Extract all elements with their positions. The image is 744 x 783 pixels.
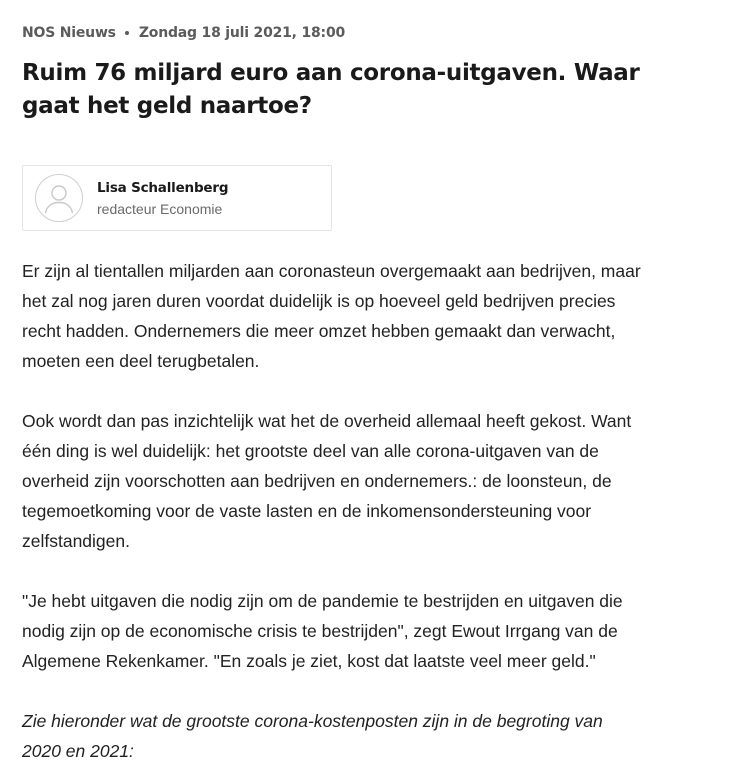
italic-intro-paragraph — [22, 706, 682, 766]
separator-dot-icon — [125, 31, 129, 35]
text-line: 2020 en 2021: — [22, 741, 134, 761]
paragraph — [22, 406, 682, 556]
text-line: Er zijn al tientallen miljarden aan coronasteun overgemaakt aan bedrijven, maar — [22, 261, 641, 281]
text-line: Algemene Rekenkamer. "En zoals je ziet, kost dat laatste veel meer geld." — [22, 651, 596, 671]
article-headline — [22, 57, 682, 123]
text-line: zelfstandigen. — [22, 531, 130, 551]
text-line: tegemoetkoming voor de vaste lasten en de inkomensondersteuning voor — [22, 501, 592, 521]
publish-date: Zondag 18 juli 2021, 18:00 — [138, 25, 346, 41]
text-line: het zal nog jaren duren voordat duidelijk is op hoeveel geld bedrijven precies — [22, 291, 616, 311]
article-body — [22, 256, 682, 766]
quote-paragraph — [22, 586, 682, 676]
text-line: overheid zijn voorschotten aan bedrijven en ondernemers.: de loonsteun, de — [22, 471, 612, 491]
text-line: "Je hebt uitgaven die nodig zijn om de pandemie te bestrijden en uitgaven die — [22, 591, 623, 611]
author-card[interactable] — [22, 165, 332, 231]
text-line: Zie hieronder wat de grootste corona-kostenposten zijn in de begroting van — [22, 711, 603, 731]
text-line: Ook wordt dan pas inzichtelijk wat het de overheid allemaal heeft gekost. Want — [22, 411, 632, 431]
paragraph — [22, 256, 682, 376]
text-line: moeten een deel terugbetalen. — [22, 351, 260, 371]
text-line: nodig zijn op de economische crisis te bestrijden", zegt Ewout Irrgang van de — [22, 621, 618, 641]
source-label[interactable]: NOS Nieuws — [22, 25, 116, 41]
text-line: één ding is wel duidelijk: het grootste deel van alle corona-uitgaven van de — [22, 441, 599, 461]
article-meta — [22, 23, 345, 43]
author-role: redacteur Economie — [97, 201, 223, 217]
headline-line: Ruim 76 miljard euro aan corona-uitgaven. Waar — [22, 60, 640, 86]
headline-line: gaat het geld naartoe? — [22, 93, 312, 119]
author-name[interactable]: Lisa Schallenberg — [97, 180, 229, 196]
text-line: recht hadden. Ondernemers die meer omzet hebben gemaakt dan verwacht, — [22, 321, 616, 341]
user-placeholder-icon — [35, 174, 83, 222]
